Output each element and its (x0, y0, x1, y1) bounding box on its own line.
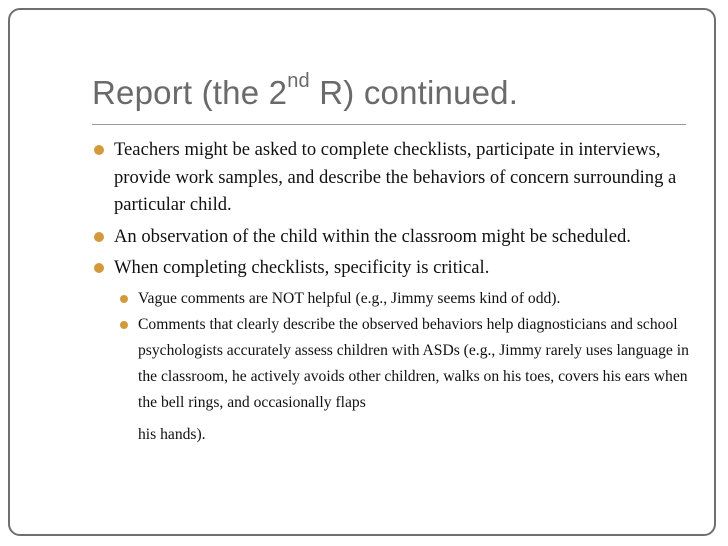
bullet-dot-icon (94, 145, 104, 155)
bullet-text: When completing checklists, specificity is critical. (114, 257, 490, 278)
sub-bullet-text: Comments that clearly describe the observed behaviors help diagnosticians and school psychologists accurately assess children with ASDs (e.g., Jimmy rarely uses language in the classroom, he actively avoids other children, walks on his toes, covers his ears when the bell rings, and occasionally flaps (138, 315, 689, 411)
sub-bullet-item (92, 286, 692, 312)
title-superscript: nd (287, 70, 310, 92)
bullet-text: An observation of the child within the classroom might be scheduled. (114, 225, 631, 247)
title-divider (92, 124, 686, 125)
bullet-dot-icon (94, 263, 104, 273)
sub-bullet-text-continued: his hands). (138, 425, 206, 443)
bullet-text: Teachers might be asked to complete checklists, participate in interviews, provide work samples, and describe the behaviors of concern surrounding a particular child. (114, 139, 677, 215)
sub-bullet-dot-icon (120, 295, 128, 303)
bullet-item (92, 254, 692, 282)
bullet-item (92, 136, 692, 219)
bullet-dot-icon (94, 232, 104, 242)
sub-bullet-text: Vague comments are NOT helpful (e.g., Jimmy seems kind of odd). (138, 289, 561, 307)
title-tail: R) continued. (309, 74, 519, 111)
slide-body (92, 136, 692, 448)
title-main: Report (the 2 (92, 74, 288, 111)
sub-bullet-item (92, 312, 692, 448)
bullet-item (92, 223, 692, 251)
sub-bullet-dot-icon (120, 321, 128, 329)
slide-title (92, 70, 519, 112)
